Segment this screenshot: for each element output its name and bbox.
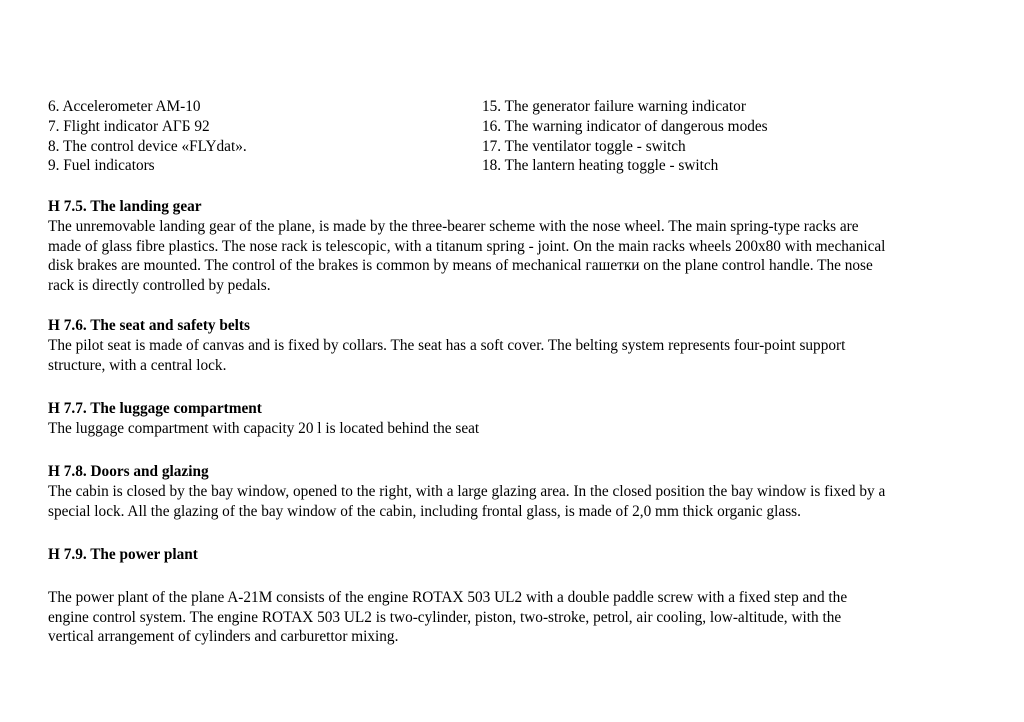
paragraph-line: made of glass fibre plastics. The nose rack is telescopic, with a titanum spring - joint. On the main racks wheels 200x80 with mechanical	[48, 237, 886, 255]
list-item: 16. The warning indicator of dangerous modes	[482, 117, 768, 135]
section-paragraph	[48, 482, 998, 522]
paragraph-line: The power plant of the plane A-21M consists of the engine ROTAX 503 UL2 with a double paddle screw with a fixed step and the	[48, 588, 848, 606]
paragraph-line: vertical arrangement of cylinders and carburettor mixing.	[48, 628, 399, 646]
paragraph-line: structure, with a central lock.	[48, 356, 227, 374]
list-item: 6. Accelerometer AM-10	[48, 98, 201, 115]
section-title: H 7.7. The luggage compartment	[48, 400, 262, 417]
equipment-list-left	[48, 97, 247, 176]
section-title: H 7.6. The seat and safety belts	[48, 317, 250, 334]
section-title: H 7.5. The landing gear	[48, 198, 202, 215]
paragraph-line: The unremovable landing gear of the plane, is made by the three-bearer scheme with the nose wheel. The main spring-type racks are	[48, 217, 859, 235]
equipment-list	[48, 97, 998, 177]
list-item: 8. The control device «FLYdat».	[48, 137, 247, 155]
list-item: 9. Fuel indicators	[48, 157, 155, 175]
section-seat-and-belts	[48, 316, 998, 375]
section-paragraph	[48, 217, 998, 296]
section-paragraph	[48, 588, 998, 647]
list-item: 15. The generator failure warning indicator	[482, 98, 746, 115]
section-paragraph	[48, 336, 998, 376]
equipment-list-right	[482, 97, 768, 176]
paragraph-line: disk brakes are mounted. The control of the brakes is common by means of mechanical гашетки on the plane control handle. The nose	[48, 257, 873, 275]
paragraph-line: special lock. All the glazing of the bay window of the cabin, including frontal glass, is made of 2,0 mm thick organic glass.	[48, 502, 801, 520]
paragraph-line: The luggage compartment with capacity 20 l is located behind the seat	[48, 419, 480, 437]
document-page	[48, 97, 998, 646]
paragraph-line: The cabin is closed by the bay window, opened to the right, with a large glazing area. In the closed position the bay window is fixed by a	[48, 482, 886, 500]
paragraph-line: rack is directly controlled by pedals.	[48, 277, 271, 295]
section-doors-and-glazing	[48, 462, 998, 521]
list-item: 17. The ventilator toggle - switch	[482, 137, 686, 155]
section-paragraph	[48, 419, 998, 439]
section-title: H 7.8. Doors and glazing	[48, 463, 209, 480]
section-landing-gear	[48, 197, 998, 296]
section-power-plant	[48, 545, 998, 647]
section-luggage-compartment	[48, 399, 998, 439]
paragraph-line: The pilot seat is made of canvas and is fixed by collars. The seat has a soft cover. The belting system represents four-point support	[48, 336, 846, 354]
section-title: H 7.9. The power plant	[48, 546, 198, 563]
list-item: 7. Flight indicator АГБ 92	[48, 117, 210, 135]
list-item: 18. The lantern heating toggle - switch	[482, 157, 719, 175]
paragraph-line: engine control system. The engine ROTAX 503 UL2 is two-cylinder, piston, two-stroke, petrol, air cooling, low-altitude, with the	[48, 608, 842, 626]
